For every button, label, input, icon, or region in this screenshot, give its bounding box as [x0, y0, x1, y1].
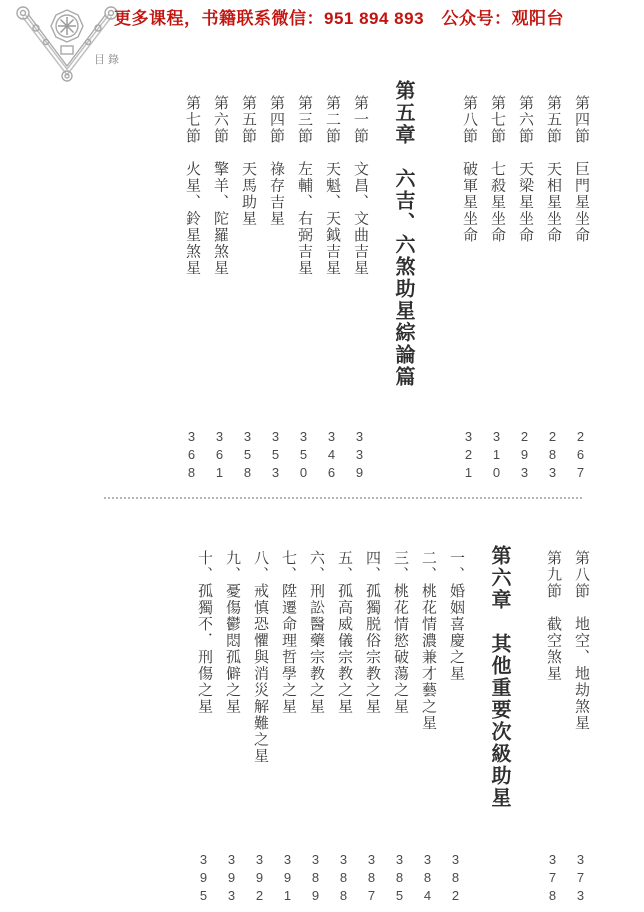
toc-lower-block: [183, 545, 589, 906]
toc-entry-page: 321: [461, 429, 476, 483]
toc-entry-page: 378: [545, 852, 560, 906]
toc-entry-title: 七、陞遷命理哲學之星: [280, 550, 296, 715]
toc-entry: [268, 95, 283, 487]
toc-entry-title: 一、婚姻喜慶之星: [448, 550, 464, 682]
toc-entry-title: 第五節 天相星坐命: [545, 95, 561, 244]
toc-entry: [280, 550, 295, 906]
toc-entry: [240, 95, 255, 487]
toc-entry-title: 第一節 文昌、文曲吉星: [352, 95, 368, 277]
toc-entry: [364, 550, 379, 906]
toc-entry-title: 第九節 截空煞星: [545, 550, 561, 682]
toc-entry-page: 283: [545, 429, 560, 483]
toc-entry-title: 六、刑訟醫藥宗教之星: [308, 550, 324, 715]
toc-entry-page: 393: [224, 852, 239, 906]
toc-entry-page: 346: [324, 429, 339, 483]
toc-entry-page: 392: [252, 852, 267, 906]
toc-entry-page: 387: [364, 852, 379, 906]
toc-entry-page: 388: [336, 852, 351, 906]
toc-entry-title: 第八節 地空、地劫煞星: [573, 550, 589, 732]
toc-entry: [196, 550, 211, 906]
toc-entry-title: 第二節 天魁、天鉞吉星: [324, 95, 340, 277]
toc-entry-page: 389: [308, 852, 323, 906]
toc-entry: [448, 550, 463, 906]
toc-entry: [184, 95, 199, 487]
toc-entry-page: 391: [280, 852, 295, 906]
toc-entry-page: 358: [240, 429, 255, 483]
toc-entry-page: 339: [352, 429, 367, 483]
toc-page-label: 目錄: [94, 54, 122, 66]
toc-entry-title: 八、戒慎恐懼與消災解難之星: [252, 550, 268, 765]
toc-entry-page: 353: [268, 429, 283, 483]
toc-entry: [545, 95, 560, 487]
toc-entry-title: 十、孤獨不．刑傷之星: [196, 550, 212, 715]
toc-entry: [308, 550, 323, 906]
toc-entry-page: 385: [392, 852, 407, 906]
toc-entry: [352, 95, 367, 487]
page-separator-line: [104, 497, 582, 499]
chapter-5-title: 第五章 六吉、六煞助星綜論篇: [392, 80, 414, 388]
toc-entry-title: 第三節 左輔、右弼吉星: [296, 95, 312, 277]
toc-entry-title: 第六節 天梁星坐命: [517, 95, 533, 244]
toc-entry-title: 二、桃花情濃兼才藝之星: [420, 550, 436, 732]
toc-entry-title: 第五節 天馬助星: [240, 95, 256, 227]
toc-entry-title: 四、孤獨脱俗宗教之星: [364, 550, 380, 715]
toc-entry-page: 382: [448, 852, 463, 906]
promo-header-text: 更多课程，书籍联系微信：951 894 893 公众号：观阳台: [114, 9, 565, 28]
toc-entry-title: 第四節 巨門星坐命: [573, 95, 589, 244]
toc-entry-page: 368: [184, 429, 199, 483]
chapter-6-title: 第六章 其他重要次級助星: [488, 545, 510, 809]
toc-entry-page: 310: [489, 429, 504, 483]
toc-entry-title: 五、孤高威儀宗教之星: [336, 550, 352, 715]
toc-entry-page: 361: [212, 429, 227, 483]
toc-entry-page: 267: [573, 429, 588, 483]
toc-entry: [545, 550, 560, 906]
toc-entry-title: 第六節 擎羊、陀羅煞星: [212, 95, 228, 277]
toc-entry: [420, 550, 435, 906]
toc-entry: [252, 550, 267, 906]
toc-entry: [224, 550, 239, 906]
toc-entry: [212, 95, 227, 487]
toc-entry: [517, 95, 532, 487]
toc-entry-page: 373: [573, 852, 588, 906]
toc-entry: [392, 550, 407, 906]
toc-entry-title: 第七節 七殺星坐命: [489, 95, 505, 244]
toc-entry-title: 第八節 破軍星坐命: [461, 95, 477, 244]
toc-entry: [296, 95, 311, 487]
toc-entry: [461, 95, 476, 487]
toc-entry-title: 第四節 祿存吉星: [268, 95, 284, 227]
toc-entry-page: 350: [296, 429, 311, 483]
toc-entry-title: 九、憂傷鬱悶孤僻之星: [224, 550, 240, 715]
toc-entry: [489, 95, 504, 487]
toc-upper-block: [171, 80, 589, 487]
toc-entry-page: 384: [420, 852, 435, 906]
publisher-seal-logo: [14, 2, 120, 91]
toc-entry-title: 第七節 火星、鈴星煞星: [184, 95, 200, 277]
toc-entry: [573, 95, 588, 487]
toc-entry: [573, 550, 588, 906]
toc-entry: [336, 550, 351, 906]
toc-entry: [324, 95, 339, 487]
toc-entry-title: 三、桃花情慾破蕩之星: [392, 550, 408, 715]
toc-entry-page: 395: [196, 852, 211, 906]
toc-entry-page: 293: [517, 429, 532, 483]
